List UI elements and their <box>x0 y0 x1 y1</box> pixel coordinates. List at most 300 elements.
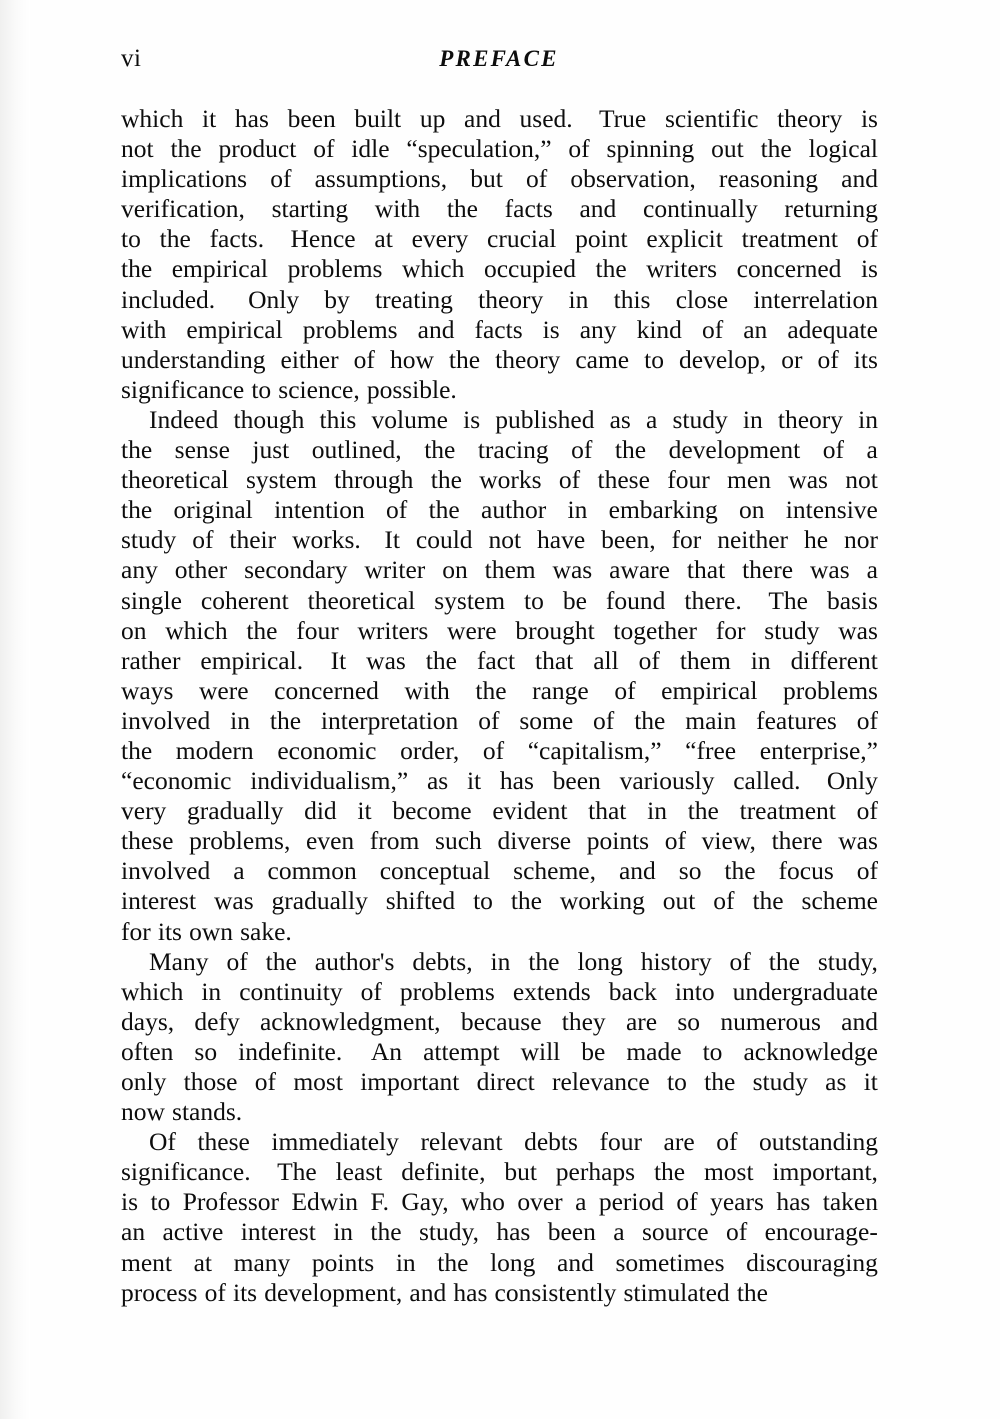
running-head-title: PREFACE <box>439 46 559 71</box>
word: problems, <box>189 826 291 856</box>
word: perhaps <box>555 1157 636 1187</box>
body-text-column <box>121 104 878 1308</box>
word: been <box>547 1217 596 1247</box>
word: important, <box>772 1157 878 1187</box>
word: numerous <box>720 1006 821 1036</box>
word: undergraduate <box>732 976 878 1006</box>
word: conceptual <box>379 856 491 886</box>
word: at <box>374 224 393 254</box>
word: encourage- <box>764 1217 878 1247</box>
word: returning <box>784 194 878 224</box>
word: to <box>666 1067 687 1096</box>
word: to <box>644 344 664 374</box>
word: there <box>771 826 823 856</box>
text-line <box>121 917 878 947</box>
word: by <box>324 284 350 314</box>
word: possible. <box>366 374 457 404</box>
word: that <box>686 555 726 585</box>
text-line <box>121 405 878 435</box>
word: “free <box>685 735 737 765</box>
word: system <box>434 585 506 615</box>
word: which <box>121 104 184 133</box>
word: study <box>121 525 177 555</box>
word: it <box>202 104 217 133</box>
word: and <box>841 1006 878 1036</box>
word: the <box>121 495 153 525</box>
word: basis <box>826 585 878 615</box>
text-line <box>121 886 878 916</box>
word: An <box>370 1036 403 1066</box>
word: theoretical <box>121 465 229 495</box>
word: that <box>535 645 574 675</box>
word: as <box>426 766 449 796</box>
word: the <box>614 435 647 465</box>
word: period <box>598 1187 664 1217</box>
word: to <box>524 585 544 615</box>
word: been <box>552 766 601 796</box>
word: of <box>353 344 375 374</box>
word: attempt <box>423 1036 500 1066</box>
text-line <box>121 495 878 525</box>
text-line <box>121 1187 878 1217</box>
word: author <box>481 495 547 525</box>
word: of <box>254 1067 277 1096</box>
word: to <box>702 1036 723 1066</box>
word: treatment <box>741 224 838 254</box>
word: problems <box>287 254 383 284</box>
paragraph <box>121 947 878 1128</box>
word: assumptions, <box>314 164 448 194</box>
word: and <box>557 1247 594 1277</box>
word: of <box>204 1277 226 1307</box>
word: continually <box>643 194 758 224</box>
text-line <box>121 706 878 736</box>
word: a <box>866 435 878 465</box>
word: significance. <box>121 1157 251 1187</box>
word: in <box>742 404 763 434</box>
word: as <box>825 1067 847 1096</box>
word: the <box>704 1067 736 1096</box>
word: taken <box>822 1187 878 1217</box>
word: that <box>588 796 627 826</box>
running-head <box>121 44 877 74</box>
word: not <box>121 134 154 164</box>
word: though <box>233 404 305 434</box>
word: direct <box>476 1067 535 1096</box>
word: for <box>671 525 702 555</box>
word: working <box>559 886 645 916</box>
text-line <box>121 1127 878 1157</box>
word: to <box>473 886 493 916</box>
word: they <box>561 1006 606 1036</box>
word: on <box>121 615 147 645</box>
word: It <box>330 645 347 675</box>
text-line <box>121 1037 878 1067</box>
word: gradually <box>271 886 368 916</box>
word: Hence <box>290 224 356 254</box>
word: the <box>424 435 456 465</box>
text-line <box>121 285 878 315</box>
word: is <box>463 404 481 434</box>
word: sense <box>174 435 230 465</box>
word: the <box>246 615 278 645</box>
word: Professor <box>182 1187 280 1217</box>
text-line <box>121 736 878 766</box>
word: any <box>579 314 617 344</box>
word: men <box>727 465 771 495</box>
word: the <box>269 705 302 735</box>
word: Only <box>248 284 300 314</box>
word: True <box>599 104 647 133</box>
word: the <box>760 134 792 164</box>
word: was <box>838 826 878 856</box>
word: to <box>121 224 141 254</box>
word: defy <box>194 1006 240 1036</box>
text-line <box>121 676 878 706</box>
word: could <box>415 525 473 555</box>
word: outlined, <box>311 435 402 465</box>
word: called. <box>733 766 801 796</box>
word: either <box>280 344 339 374</box>
word: secondary <box>244 555 348 585</box>
word: of <box>817 344 839 374</box>
text-line <box>121 164 878 194</box>
word: out <box>711 134 744 164</box>
word: occupied <box>483 254 576 284</box>
word: “speculation,” <box>406 134 552 164</box>
word: of <box>701 314 724 344</box>
word: single <box>121 585 182 615</box>
word: theory <box>777 404 844 434</box>
word: treating <box>375 284 453 314</box>
scan-gutter-shadow <box>0 0 30 1419</box>
word: of <box>725 1217 748 1247</box>
word: of <box>716 1127 738 1157</box>
word: most <box>703 1157 754 1187</box>
word: into <box>674 976 715 1006</box>
word: scheme, <box>513 856 596 886</box>
word: of <box>192 525 214 555</box>
word: source <box>641 1217 709 1247</box>
word: is <box>860 104 878 133</box>
word: system <box>245 465 317 495</box>
word: of <box>571 435 593 465</box>
text-line <box>121 1007 878 1037</box>
word: study <box>672 404 728 434</box>
word: study <box>752 1067 808 1096</box>
word: debts, <box>412 946 473 976</box>
text-line <box>121 345 878 375</box>
word: of <box>638 645 660 675</box>
word: which <box>165 615 228 645</box>
word: of <box>270 164 292 194</box>
text-line <box>121 796 878 826</box>
word: been, <box>601 525 656 555</box>
word: order, <box>400 735 460 765</box>
word: tracing <box>477 435 549 465</box>
text-line <box>121 435 878 465</box>
text-line <box>121 104 878 134</box>
word: out <box>662 886 696 916</box>
word: of <box>856 796 878 826</box>
word: the <box>528 946 560 976</box>
word: consistently <box>494 1277 617 1307</box>
word: discouraging <box>746 1247 878 1277</box>
word: The <box>768 585 808 615</box>
word: understanding <box>121 344 266 374</box>
word: is <box>542 314 560 344</box>
word: be <box>581 1036 606 1066</box>
paragraph <box>121 405 878 947</box>
word: study, <box>817 946 878 976</box>
word: problems <box>783 675 878 705</box>
word: points <box>311 1247 375 1277</box>
text-line <box>121 224 878 254</box>
word: were <box>447 615 497 645</box>
word: these <box>197 1127 250 1157</box>
word: were <box>199 675 249 705</box>
word: nor <box>843 525 878 555</box>
word: “economic <box>121 766 232 796</box>
word: empirical <box>186 314 283 344</box>
word: Edwin <box>291 1187 359 1217</box>
paragraph <box>121 104 878 405</box>
word: was <box>809 555 850 585</box>
word: of <box>313 134 335 164</box>
word: a <box>575 1187 587 1217</box>
word: built <box>354 104 402 133</box>
word: the <box>724 856 756 886</box>
text-line <box>121 646 878 676</box>
word: the <box>768 946 800 976</box>
word: definite, <box>401 1157 486 1187</box>
word: did <box>304 796 337 826</box>
word: works <box>479 465 542 495</box>
word: made <box>626 1036 682 1066</box>
word: in <box>230 705 250 735</box>
text-line <box>121 254 878 284</box>
word: writers <box>646 254 718 284</box>
text-line <box>121 555 878 585</box>
word: every <box>411 224 469 254</box>
word: so <box>677 1006 701 1036</box>
word: acknowledge <box>743 1036 878 1066</box>
word: some <box>519 705 574 735</box>
word: four <box>599 1127 642 1157</box>
text-line <box>121 856 878 886</box>
word: indefinite. <box>238 1036 343 1066</box>
word: product <box>218 134 297 164</box>
word: and <box>841 164 878 194</box>
word: but <box>504 1157 537 1187</box>
word: has <box>453 1277 488 1307</box>
word: it <box>466 766 482 796</box>
word: kind <box>636 314 682 344</box>
word: so <box>194 1036 218 1066</box>
word: sake. <box>240 916 292 946</box>
word: writers <box>357 615 429 645</box>
word: interpretation <box>320 705 459 735</box>
word: interest <box>240 1217 316 1247</box>
word: the <box>437 1247 469 1277</box>
word: points <box>586 826 650 856</box>
word: facts <box>474 314 523 344</box>
word: these <box>597 465 650 495</box>
word: observation, <box>570 164 696 194</box>
word: he <box>803 525 829 555</box>
word: theory <box>478 284 544 314</box>
word: the <box>653 1157 686 1187</box>
word: theoretical <box>307 585 416 615</box>
word: of <box>482 735 505 765</box>
word: there <box>742 555 794 585</box>
word: all <box>593 645 619 675</box>
word: gradually <box>187 796 284 826</box>
word: of <box>525 164 548 194</box>
word: its <box>157 916 182 946</box>
word: of <box>729 946 751 976</box>
word: long <box>490 1247 536 1277</box>
word: four <box>296 615 339 645</box>
word: and <box>618 856 656 886</box>
word: of <box>593 705 615 735</box>
word: explicit <box>646 224 723 254</box>
word: interest <box>121 886 197 916</box>
word: most <box>293 1067 343 1096</box>
word: relevance <box>552 1067 650 1096</box>
word: idle <box>351 134 390 164</box>
paragraph <box>121 1127 878 1308</box>
text-line <box>121 465 878 495</box>
word: empirical <box>171 254 269 284</box>
word: intensive <box>785 495 878 525</box>
word: be <box>562 585 587 615</box>
word: development, <box>264 1277 403 1307</box>
text-line <box>121 1067 878 1097</box>
word: has <box>499 766 534 796</box>
word: the <box>446 194 478 224</box>
word: develop, <box>679 344 767 374</box>
word: author's <box>314 946 395 976</box>
word: the <box>265 946 297 976</box>
word: a <box>866 555 878 585</box>
word: empirical. <box>200 645 304 675</box>
word: study, <box>418 1217 479 1247</box>
word: F. <box>370 1187 389 1217</box>
word: diverse <box>497 826 572 856</box>
word: many <box>233 1247 291 1277</box>
word: involved <box>121 856 211 886</box>
word: sometimes <box>615 1247 725 1277</box>
word: just <box>252 435 290 465</box>
word: in <box>567 495 588 525</box>
word: but <box>470 164 503 194</box>
word: the <box>752 886 784 916</box>
word: in <box>395 1247 416 1277</box>
word: in <box>490 946 511 976</box>
word: ways <box>121 675 174 705</box>
word: individualism,” <box>250 766 409 796</box>
word: of <box>614 675 636 705</box>
word: its <box>853 344 878 374</box>
word: not <box>845 465 878 495</box>
word: treatment <box>739 796 836 826</box>
word: the <box>510 886 542 916</box>
word: neither <box>717 525 789 555</box>
word: in <box>201 976 222 1006</box>
word: in <box>568 284 589 314</box>
word: it <box>863 1067 878 1096</box>
word: embarking <box>608 495 718 525</box>
word: become <box>392 796 472 826</box>
text-line <box>121 194 878 224</box>
word: in <box>647 796 667 826</box>
word: original <box>173 495 253 525</box>
word: up <box>419 104 446 133</box>
word: immediately <box>271 1127 399 1157</box>
word: are <box>625 1006 658 1036</box>
word: so <box>678 856 702 886</box>
word: modern <box>175 735 254 765</box>
word: of <box>558 465 581 495</box>
word: which <box>402 254 465 284</box>
word: close <box>675 284 729 314</box>
word: the <box>121 735 153 765</box>
word: volume <box>371 404 448 434</box>
word: The <box>277 1157 317 1187</box>
text-line <box>121 977 878 1007</box>
word: a <box>646 404 658 434</box>
word: outstanding <box>759 1127 878 1157</box>
word: verification, <box>121 194 245 224</box>
word: how <box>389 344 434 374</box>
word: rather <box>121 645 181 675</box>
word: concerned <box>736 254 842 284</box>
word: writer <box>364 555 426 585</box>
text-line <box>121 1097 878 1127</box>
word: stands. <box>172 1097 243 1127</box>
word: of <box>822 435 845 465</box>
word: of <box>568 134 590 164</box>
word: been <box>287 104 336 133</box>
word: the <box>687 796 719 826</box>
word: to <box>251 374 272 404</box>
word: to <box>150 1187 171 1217</box>
word: acknowledgment, <box>259 1006 441 1036</box>
word: different <box>790 645 878 675</box>
word: view, <box>701 826 756 856</box>
word: of <box>664 826 686 856</box>
word: shifted <box>385 886 456 916</box>
word: other <box>174 555 228 585</box>
word: not <box>488 525 522 555</box>
text-line <box>121 616 878 646</box>
word: with <box>404 675 450 705</box>
word: for <box>715 615 746 645</box>
word: in <box>333 1217 354 1247</box>
word: the <box>430 465 462 495</box>
word: years <box>710 1187 764 1217</box>
word: focus <box>778 856 834 886</box>
word: It <box>384 525 400 555</box>
word: the <box>736 1277 768 1307</box>
text-line <box>121 1248 878 1278</box>
word: its <box>232 1277 258 1307</box>
word: extends <box>512 976 591 1006</box>
word: in <box>858 404 878 434</box>
word: through <box>334 465 414 495</box>
word: from <box>369 826 420 856</box>
